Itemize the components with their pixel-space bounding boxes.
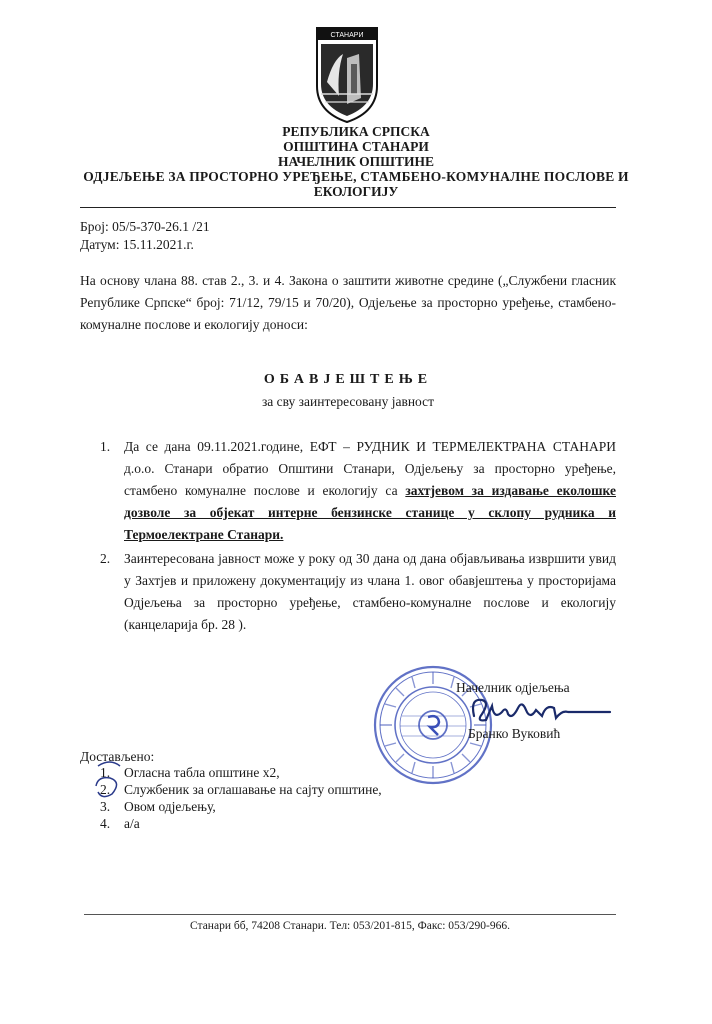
header-department-cont: ЕКОЛОГИЈУ [313, 184, 399, 199]
intro-paragraph: На основу члана 88. став 2., 3. и 4. Закона о заштити животне средине („Службени гласник Републике Српске“ број: 71/12, 79/15 и 70/20), Одјељење за просторно уређење, стамбено-комуналне послове и екологију доноси: [80, 273, 616, 332]
coat-of-arms-logo [313, 24, 381, 124]
item-text: а/а [124, 816, 140, 831]
header-divider [80, 207, 616, 208]
handwritten-signature [460, 690, 620, 730]
crest-label: СТАНАРИ [330, 32, 364, 39]
document-number: Број: 05/5-370-26.1 /21 [80, 219, 210, 234]
footer-divider [84, 914, 616, 915]
item-number: 3. [100, 799, 111, 814]
item-text: Заинтересована јавност може у року од 30 дана од дана објављивања извршити увид у Захтјев и приложену документацију из члана 1. овог обавјештења у просторијама Одјељења за просторно уређење, стамбено-комуналне послове и екологију (канцеларија бр. 28 ). [124, 551, 616, 632]
item-body [124, 436, 616, 546]
item-text: Овом одјељењу, [124, 799, 216, 814]
document-date: Датум: 15.11.2021.г. [80, 237, 194, 252]
item-text: Огласна табла општине х2, [124, 765, 280, 780]
letterhead [40, 124, 672, 199]
list-item [100, 798, 382, 815]
document-subtitle: за сву заинтересовану јавност [261, 394, 435, 409]
list-item [100, 815, 382, 832]
item-number: 4. [100, 816, 111, 831]
header-municipality: ОПШТИНА СТАНАРИ [283, 139, 429, 154]
item-number: 2. [100, 782, 111, 797]
item-text: Да се дана 09.11.2021.године, ЕФТ – РУДНИК И ТЕРМЕЛЕКТРАНА СТАНАРИ д.о.о. Станари обратио Општини Станари, Одјељењу за просторно уређење, стамбено комуналне послове и екологију са [124, 439, 616, 498]
signatory-name: Бранко Вуковић [468, 726, 561, 741]
document-title: ОБАВЈЕШТЕЊЕ [263, 372, 433, 387]
list-item [100, 548, 616, 636]
item-number: 1. [100, 765, 111, 780]
signature-role: Начелник одјељења [456, 680, 570, 695]
header-department: ОДЈЕЉЕЊЕ ЗА ПРОСТОРНО УРЕЂЕЊЕ, СТАМБЕНО-КОМУНАЛНЕ ПОСЛОВЕ И [83, 169, 629, 184]
header-republic: РЕПУБЛИКА СРПСКА [282, 124, 430, 139]
list-item [100, 764, 382, 781]
delivery-list [100, 764, 382, 832]
item-number: 1. [100, 439, 111, 454]
footer-contact: Станари бб, 74208 Станари. Тел: 053/201-815, Факс: 053/290-966. [190, 920, 510, 932]
list-item [100, 436, 616, 546]
list-item [100, 781, 382, 798]
handwritten-circle-mark [92, 756, 132, 802]
item-number: 2. [100, 551, 111, 566]
item-text: Службеник за оглашавање на сајту општине, [124, 782, 382, 797]
item-emphasis: захтјевом за издавање еколошке дозволе за објекат интерне бензинске станице у склопу рудника и Термоелектране Станари. [124, 483, 616, 542]
header-mayor: НАЧЕЛНИК ОПШТИНЕ [278, 154, 434, 169]
delivered-label: Достављено: [80, 749, 155, 764]
document-meta [80, 218, 210, 254]
